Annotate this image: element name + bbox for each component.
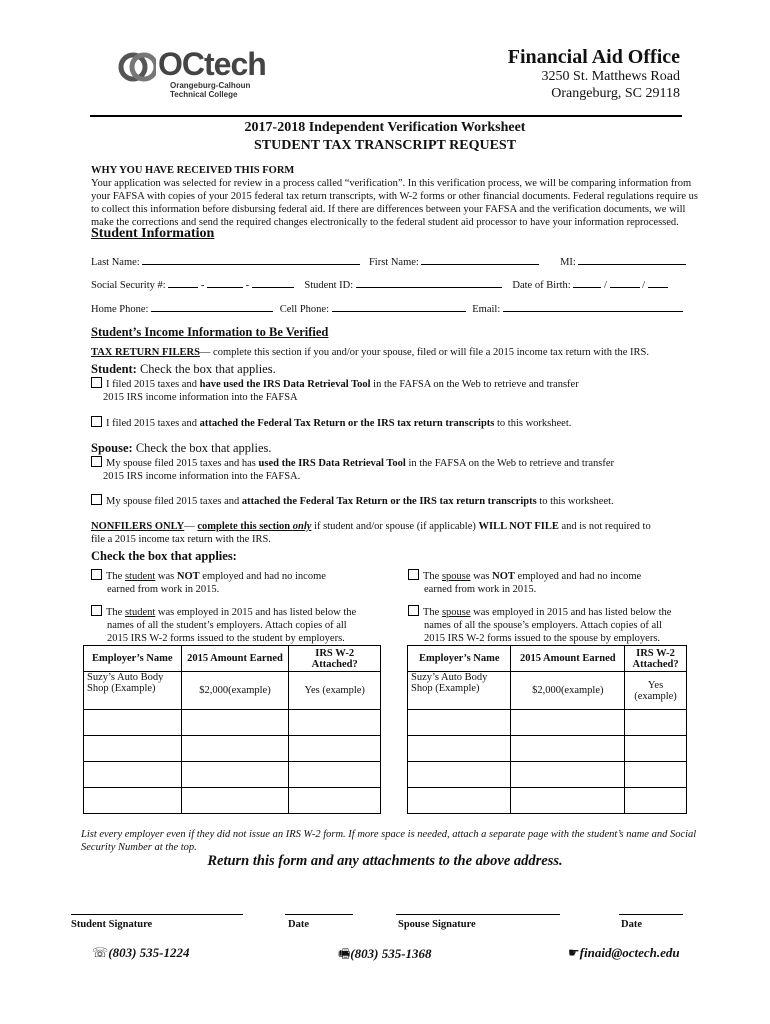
spouse-drt-text-d: 2015 IRS income information into the FAFSA. — [103, 471, 301, 482]
student-date-line[interactable] — [285, 914, 353, 915]
p-ne-b: spouse — [441, 571, 471, 582]
student-check-heading — [91, 362, 276, 377]
student-col-w2: IRS W-2 Attached? — [289, 646, 381, 672]
spouse-option-attached[interactable] — [91, 494, 614, 508]
student-amount-cell[interactable] — [181, 736, 289, 762]
employer-note-line2: Security Number at the top. — [81, 842, 197, 853]
ssn-label: Social Security #: — [91, 280, 166, 291]
student-attached-text-b: attached the Federal Tax Return or the IRS tax return transcripts — [199, 418, 495, 429]
p-em-c: was employed in 2015 and has listed below the — [470, 607, 672, 618]
why-text-4: make the corrections and send the required changes electronically to the federal student aid processor to have your information reprocessed. — [91, 217, 679, 228]
spouse-amount-cell[interactable] — [511, 736, 625, 762]
tax-filers-line — [91, 346, 649, 359]
spouse-not-employed-checkbox[interactable] — [408, 569, 419, 580]
tax-filers-label: TAX RETURN FILERS — [91, 347, 200, 358]
phone-row — [91, 301, 681, 316]
student-w2-cell[interactable] — [289, 788, 381, 814]
s-ne-f: earned from work in 2015. — [107, 584, 220, 595]
s-ne-a: The — [106, 571, 125, 582]
last-name-field[interactable] — [142, 254, 360, 265]
spouse-employer-table — [407, 645, 687, 814]
spouse-drt-text-a: My spouse filed 2015 taxes and has — [106, 458, 259, 469]
spouse-check-heading — [91, 441, 272, 456]
s-em-b: student — [124, 607, 156, 618]
p-ne-f: earned from work in 2015. — [424, 584, 537, 595]
spouse-employer-cell[interactable] — [408, 788, 511, 814]
spouse-date-line[interactable] — [619, 914, 683, 915]
student-w2-cell[interactable] — [289, 736, 381, 762]
ssn-field-3[interactable] — [252, 277, 294, 288]
nonfilers-only: only — [292, 521, 312, 532]
spouse-drt-text-c: in the FAFSA on the Web to retrieve and transfer — [405, 458, 614, 469]
last-name-row — [91, 254, 681, 269]
ssn-field-1[interactable] — [168, 277, 198, 288]
nonfilers-label: NONFILERS ONLY — [91, 521, 185, 532]
s-ne-b: student — [124, 571, 156, 582]
spouse-attached-checkbox[interactable] — [91, 494, 102, 505]
student-label: Student: — [91, 362, 137, 376]
spouse-amount-cell[interactable] — [511, 788, 625, 814]
income-heading: Student’s Income Information to Be Verified — [91, 325, 329, 339]
nonfilers-text2: and is not required to — [558, 521, 651, 532]
student-example-w2: Yes (example) — [289, 672, 381, 710]
s-ne-c: was — [155, 571, 177, 582]
spouse-col-w2: IRS W-2 Attached? — [625, 646, 687, 672]
student-col-amount: 2015 Amount Earned — [181, 646, 289, 672]
last-name-label: Last Name: — [91, 257, 140, 268]
why-heading: WHY YOU HAVE RECEIVED THIS FORM — [91, 165, 295, 176]
student-not-employed-option[interactable] — [91, 569, 326, 596]
student-w2-cell[interactable] — [289, 762, 381, 788]
office-address-line1: 3250 St. Matthews Road — [541, 69, 680, 84]
form-subtitle: STUDENT TAX TRANSCRIPT REQUEST — [253, 138, 517, 153]
spouse-col-amount: 2015 Amount Earned — [511, 646, 625, 672]
nonfilers-complete: complete this section — [197, 521, 293, 532]
spouse-drt-text-b: used the IRS Data Retrieval Tool — [258, 458, 406, 469]
student-col-employer: Employer’s Name — [84, 646, 182, 672]
p-ne-a: The — [423, 571, 442, 582]
spouse-amount-cell[interactable] — [511, 710, 625, 736]
student-signature-label: Student Signature — [71, 919, 153, 930]
mi-label: MI: — [560, 257, 576, 268]
return-instruction: Return this form and any attachments to the above address. — [207, 853, 563, 869]
email-label: Email: — [472, 304, 501, 315]
spouse-check-prompt: Check the box that applies. — [135, 441, 272, 455]
first-name-label: First Name: — [368, 257, 419, 268]
student-amount-cell[interactable] — [181, 788, 289, 814]
fax-number: (803) 535-1368 — [350, 946, 432, 961]
student-id-label: Student ID: — [304, 280, 354, 291]
s-em-c: was employed in 2015 and has listed below the — [155, 607, 357, 618]
spouse-w2-cell[interactable] — [625, 736, 687, 762]
cell-phone-field[interactable] — [332, 301, 466, 312]
student-attached-text-a: I filed 2015 taxes and — [106, 418, 200, 429]
dob-month-field[interactable] — [573, 277, 601, 288]
spouse-option-drt[interactable] — [91, 456, 614, 483]
student-date-label: Date — [288, 919, 309, 930]
s-em-e: 2015 IRS W-2 forms issued to the student by employers. — [107, 633, 345, 644]
p-ne-e: employed and had no income — [514, 571, 642, 582]
office-address-line2: Orangeburg, SC 29118 — [551, 86, 680, 101]
why-text-2: your FAFSA with copies of your 2015 federal tax return transcripts, with W-2 forms or other financial documents. Federal regulations require us — [91, 191, 699, 202]
contact-email — [568, 945, 680, 961]
p-em-e: 2015 IRS W-2 forms issued to the spouse by employers. — [424, 633, 661, 644]
dob-label: Date of Birth: — [512, 280, 571, 291]
spouse-date-label: Date — [621, 919, 642, 930]
student-drt-text-a: I filed 2015 taxes and — [106, 379, 200, 390]
spouse-signature-label: Spouse Signature — [398, 919, 476, 930]
spouse-drt-checkbox[interactable] — [91, 456, 102, 467]
s-em-a: The — [106, 607, 125, 618]
email-field[interactable] — [503, 301, 683, 312]
spouse-attached-text-b: attached the Federal Tax Return or the IRS tax return transcripts — [241, 496, 537, 507]
spouse-example-employer: Suzy’s Auto Body Shop (Example) — [408, 672, 511, 710]
student-amount-cell[interactable] — [181, 710, 289, 736]
logo-wordmark: OCtech — [158, 46, 266, 82]
tax-filers-text: — complete this section if you and/or your spouse, filed or will file a 2015 income tax return with the IRS. — [199, 347, 649, 358]
logo-line2: Technical College — [170, 90, 238, 99]
phone-number: (803) 535-1224 — [108, 945, 190, 960]
why-text-3: to collect this information before disbursing federal aid. If there are differences between your FAFSA and the verification documents, we will — [91, 204, 686, 215]
student-employer-cell[interactable] — [84, 736, 182, 762]
s-ne-d: NOT — [176, 571, 200, 582]
spouse-employer-cell[interactable] — [408, 762, 511, 788]
student-employed-checkbox[interactable] — [91, 605, 102, 616]
logo-mark-icon — [118, 50, 156, 84]
student-employer-cell[interactable] — [84, 762, 182, 788]
form-title: 2017-2018 Independent Verification Worksheet — [244, 120, 526, 135]
spouse-attached-text-c: to this worksheet. — [536, 496, 614, 507]
student-employed-option[interactable] — [91, 605, 356, 645]
spouse-w2-cell[interactable] — [625, 762, 687, 788]
p-em-d: names of all the spouse’s employers. Attach copies of all — [424, 620, 662, 631]
student-drt-text-c: in the FAFSA on the Web to retrieve and transfer — [370, 379, 579, 390]
nonfilers-text1: if student and/or spouse (if applicable) — [311, 521, 479, 532]
nonfilers-dash: — — [184, 521, 198, 532]
fax-icon: 🖷 — [338, 946, 351, 961]
p-em-b: spouse — [441, 607, 471, 618]
ssn-field-2[interactable] — [207, 277, 243, 288]
student-check-prompt: Check the box that applies. — [139, 362, 276, 376]
student-id-field[interactable] — [356, 277, 502, 288]
spouse-col-employer: Employer’s Name — [408, 646, 511, 672]
student-drt-checkbox[interactable] — [91, 377, 102, 388]
student-info-heading: Student Information — [91, 226, 215, 241]
spouse-employer-cell[interactable] — [408, 710, 511, 736]
spouse-w2-cell[interactable] — [625, 788, 687, 814]
student-drt-text-d: 2015 IRS income information into the FAFSA — [103, 392, 298, 403]
student-attached-text-c: to this worksheet. — [494, 418, 572, 429]
s-em-d: names of all the student’s employers. Attach copies of all — [107, 620, 347, 631]
contact-fax — [338, 945, 432, 967]
spouse-attached-text-a: My spouse filed 2015 taxes and — [106, 496, 242, 507]
student-drt-text-b: have used the IRS Data Retrieval Tool — [199, 379, 371, 390]
why-text-1: Your application was selected for review in a process called “verification”. In this verification process, we will be comparing information from — [91, 178, 692, 189]
student-w2-cell[interactable] — [289, 710, 381, 736]
mouse-icon: ☛ — [568, 945, 580, 960]
home-phone-field[interactable] — [151, 301, 273, 312]
spouse-example-w2: Yes (example) — [625, 672, 687, 710]
p-ne-c: was — [470, 571, 493, 582]
phone-icon: ☏ — [92, 945, 109, 960]
student-amount-cell[interactable] — [181, 762, 289, 788]
nonfilers-section — [91, 520, 651, 546]
nonfilers-will-not-file: WILL NOT FILE — [478, 521, 559, 532]
student-option-drt[interactable] — [91, 377, 579, 404]
spouse-not-employed-option[interactable] — [408, 569, 641, 596]
dob-day-field[interactable] — [610, 277, 640, 288]
why-section — [91, 164, 699, 229]
spouse-employed-checkbox[interactable] — [408, 605, 419, 616]
ssn-row: Social Security #: - - Student ID: Date of Birth: / / — [91, 277, 681, 292]
mi-field[interactable] — [578, 254, 686, 265]
student-option-attached[interactable] — [91, 416, 571, 430]
dob-year-field[interactable] — [648, 277, 668, 288]
cell-phone-label: Cell Phone: — [279, 304, 329, 315]
nonfilers-check-heading: Check the box that applies: — [91, 549, 237, 563]
spouse-w2-cell[interactable] — [625, 710, 687, 736]
student-signature-line[interactable] — [71, 914, 243, 915]
student-employer-cell[interactable] — [84, 710, 182, 736]
spouse-signature-line[interactable] — [396, 914, 560, 915]
s-ne-e: employed and had no income — [199, 571, 326, 582]
email-address[interactable]: finaid@octech.edu — [579, 945, 680, 960]
spouse-example-amount: $2,000(example) — [511, 672, 625, 710]
contact-phone — [92, 945, 190, 961]
office-title: Financial Aid Office — [507, 46, 680, 68]
employer-note-line1: List every employer even if they did not issue an IRS W-2 form. If more space is needed, attach a separate page with the student’s name and Social — [81, 829, 697, 840]
student-not-employed-checkbox[interactable] — [91, 569, 102, 580]
employer-note — [81, 828, 696, 854]
home-phone-label: Home Phone: — [91, 304, 149, 315]
nonfilers-line2: file a 2015 income tax return with the IRS. — [91, 534, 271, 545]
student-example-amount: $2,000(example) — [181, 672, 289, 710]
p-em-a: The — [423, 607, 442, 618]
first-name-field[interactable] — [421, 254, 539, 265]
college-logo — [118, 46, 278, 100]
spouse-amount-cell[interactable] — [511, 762, 625, 788]
header-divider — [90, 115, 682, 117]
logo-line1: Orangeburg-Calhoun — [170, 81, 251, 90]
student-employer-cell[interactable] — [84, 788, 182, 814]
spouse-label: Spouse: — [91, 441, 133, 455]
student-attached-checkbox[interactable] — [91, 416, 102, 427]
student-example-employer: Suzy’s Auto Body Shop (Example) — [84, 672, 182, 710]
p-ne-d: NOT — [492, 571, 515, 582]
spouse-employer-cell[interactable] — [408, 736, 511, 762]
student-employer-table — [83, 645, 381, 814]
spouse-employed-option[interactable] — [408, 605, 671, 645]
